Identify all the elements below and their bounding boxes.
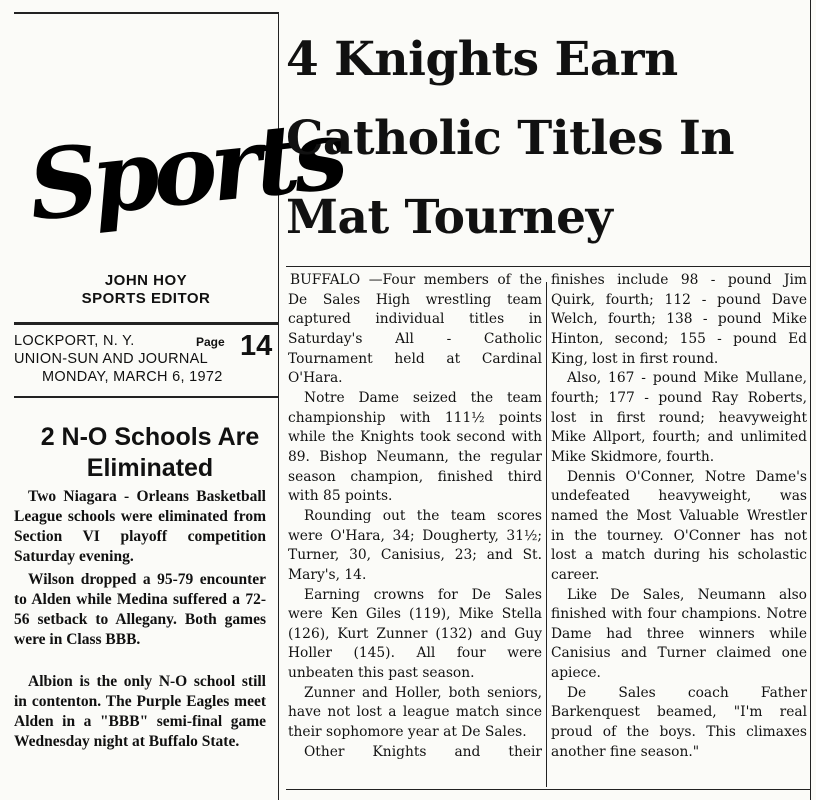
editor-title: SPORTS EDITOR [81, 290, 211, 307]
dateline-rule-top [14, 322, 278, 325]
top-rule-left [14, 12, 278, 14]
col1-paragraph-2: Notre Dame seized the team championship with 111½ points while the Knights took second with 89. Bishop Neumann, the regular season champion, finished third with 85 points. [288, 389, 542, 505]
col1-paragraph-1: BUFFALO —Four members of the De Sales High wrestling team captured individual titles in Saturday's All - Catholic Tournament held at Cardinal O'Hara. [288, 272, 542, 387]
left-story-paragraph-2: Wilson dropped a 95-79 encounter to Alden while Medina suffered a 72-56 setback to Allegany. Both games were in Class BBB. [14, 571, 266, 648]
col2-paragraph-5: De Sales coach Father Barkenquest beamed, "I'm real proud of the boys. This climaxes another fine season." [551, 684, 807, 760]
main-story-column-2 [551, 271, 807, 762]
left-story-headline: 2 N-O Schools Are Eliminated [40, 423, 260, 482]
col2-paragraph-4: Like De Sales, Neumann also finished with four champions. Notre Dame had three winners while Canisius and Turner claimed one apiece. [551, 586, 807, 682]
dateline-date: MONDAY, MARCH 6, 1972 [42, 369, 223, 385]
dateline-rule-bottom [14, 396, 278, 398]
column-divider-middle [546, 282, 547, 787]
column-divider-right [810, 0, 811, 800]
left-story-paragraph-3: Albion is the only N-O school still in contenton. The Purple Eagles meet Alden in a "BBB" semi-final game Wednesday night at Buffalo State. [14, 673, 266, 750]
dateline-paper: UNION-SUN AND JOURNAL [14, 351, 209, 367]
col2-paragraph-1: finishes include 98 - pound Jim Quirk, fourth; 112 - pound Dave Welch, fourth; 138 - pound Mike Hinton, second; 155 - pound Ed King, lost in first round. [551, 272, 807, 367]
col1-paragraph-4: Earning crowns for De Sales were Ken Giles (119), Mike Stella (126), Kurt Zunner (132) and Guy Holler (145). All four were unbeaten this past season. [288, 586, 542, 682]
page-label: Page [196, 335, 225, 349]
sports-logo [18, 40, 347, 250]
col1-paragraph-3: Rounding out the team scores were O'Hara, 34; Dougherty, 31½; Turner, 30, Canisius, 23; and St. Mary's, 14. [288, 507, 542, 583]
bottom-rule [286, 789, 810, 790]
main-story-column-1 [288, 271, 542, 762]
headline-rule [286, 266, 810, 267]
col2-paragraph-2: Also, 167 - pound Mike Mullane, fourth; 177 - pound Ray Roberts, lost in first round; heavyweight Mike Allport, fourth; and unlimited Mike Skidmore, fourth. [551, 370, 807, 465]
left-story-paragraph-1: Two Niagara - Orleans Basketball League schools were eliminated from Section VI playoff competition Saturday evening. [14, 488, 266, 565]
col1-paragraph-6: Other Knights and their [304, 743, 542, 760]
sports-logo-text: Sports [23, 97, 347, 243]
dateline-city: LOCKPORT, N. Y. [14, 333, 135, 349]
main-headline: 4 Knights Earn Catholic Titles In Mat Tourney [286, 32, 735, 245]
page-number: 14 [240, 330, 273, 362]
editor-name: JOHN HOY [104, 272, 188, 289]
col2-paragraph-3: Dennis O'Conner, Notre Dame's undefeated heavyweight, was named the Most Valuable Wrestler in the tourney. O'Conner has not lost a match during his scholastic career. [551, 468, 807, 583]
col1-paragraph-5: Zunner and Holler, both seniors, have not lost a league match since their sophomore year at De Sales. [288, 684, 542, 741]
